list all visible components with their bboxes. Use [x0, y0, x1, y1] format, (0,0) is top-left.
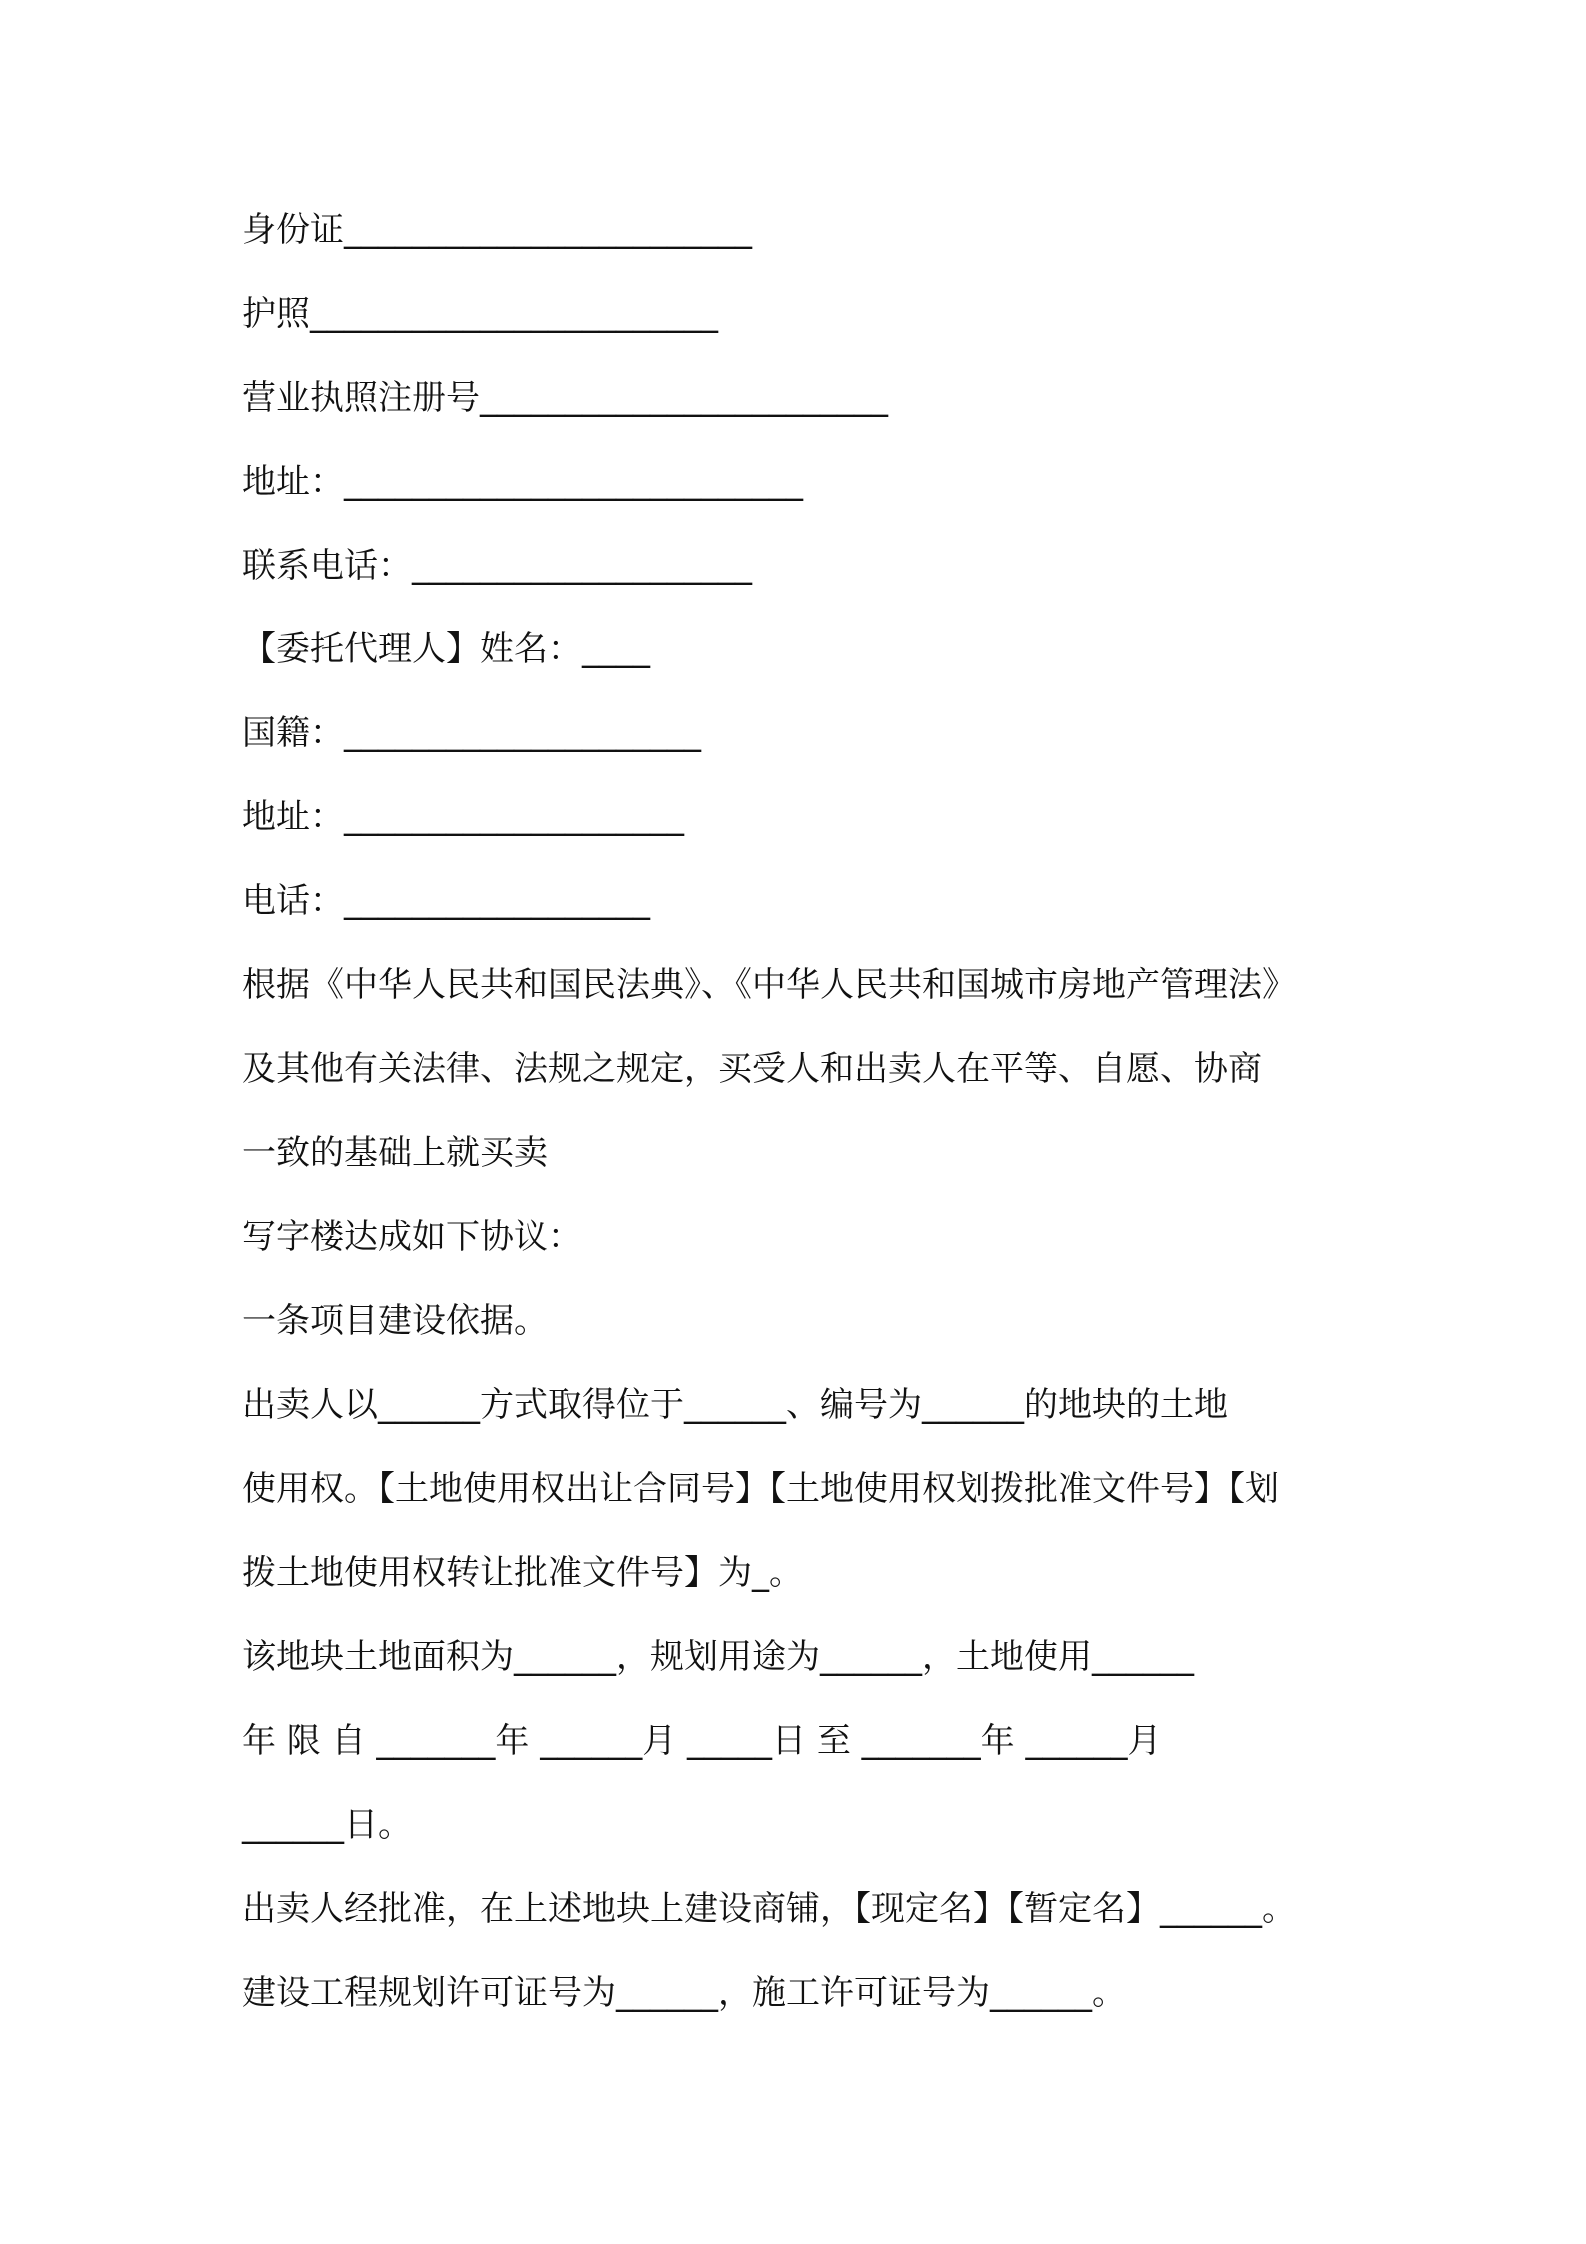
paragraph-line: ______日。 [242, 1805, 412, 1845]
paragraph-line: 一致的基础上就买卖 [242, 1133, 548, 1173]
agent-name-field: 【委托代理人】姓名：____ [242, 629, 650, 669]
paragraph-line: 出卖人经批准，在上述地块上建设商铺，【现定名】【暂定名】______。 [242, 1889, 1296, 1929]
paragraph-line: 使用权。【土地使用权出让合同号】【土地使用权划拨批准文件号】【划 [242, 1469, 1279, 1509]
paragraph-line: 拨土地使用权转让批准文件号】为_。 [242, 1553, 803, 1593]
nationality-field: 国籍：_____________________ [242, 713, 701, 753]
id-card-field: 身份证________________________ [242, 210, 752, 250]
agent-address-field: 地址：____________________ [242, 797, 684, 837]
paragraph-line: 建设工程规划许可证号为______，施工许可证号为______。 [242, 1973, 1126, 2013]
passport-field: 护照________________________ [242, 294, 718, 334]
paragraph-line: 根据《中华人民共和国民法典》、《中华人民共和国城市房地产管理法》 [242, 965, 1296, 1005]
paragraph-line: 该地块土地面积为______，规划用途为______，土地使用______ [242, 1637, 1194, 1677]
paragraph-line: 写字楼达成如下协议： [242, 1217, 582, 1257]
agent-phone-field: 电话：__________________ [242, 881, 650, 921]
address-field: 地址：___________________________ [242, 462, 803, 502]
term-dates-line: 年 限 自 _______年 ______月 _____日 至 _______年 ______月 [242, 1721, 1162, 1761]
phone-field: 联系电话：____________________ [242, 546, 752, 586]
business-license-field: 营业执照注册号________________________ [242, 378, 888, 418]
section-heading: 一条项目建设依据。 [242, 1301, 548, 1341]
paragraph-line: 出卖人以______方式取得位于______、编号为______的地块的土地 [242, 1385, 1228, 1425]
paragraph-line: 及其他有关法律、法规之规定，买受人和出卖人在平等、自愿、协商 [242, 1049, 1262, 1089]
